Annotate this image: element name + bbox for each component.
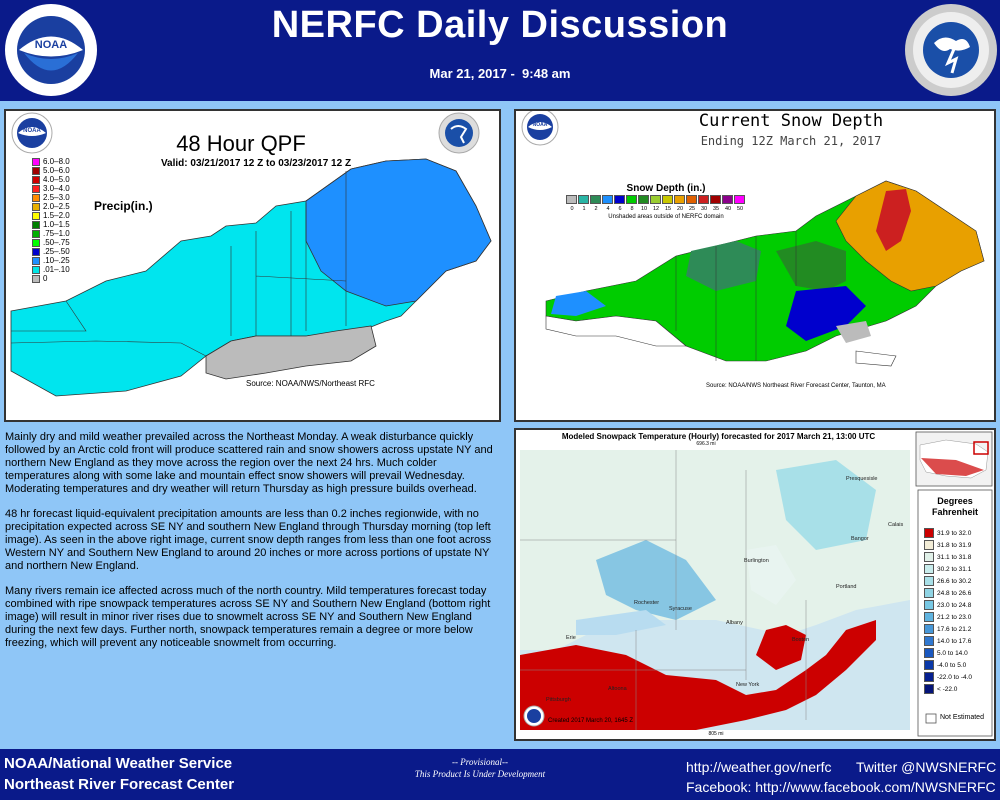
snowpack-legend-item xyxy=(924,588,971,598)
page-title: NERFC Daily Discussion xyxy=(271,4,729,46)
snowpack-city-label: Erie xyxy=(566,635,576,641)
footer-org-line2: Northeast River Forecast Center xyxy=(4,776,235,793)
snow-legend-swatch xyxy=(626,195,637,204)
snowpack-legend-swatch xyxy=(924,564,934,574)
snow-legend-label: 15 xyxy=(664,206,672,212)
qpf-legend-item xyxy=(32,247,70,256)
qpf-legend-item xyxy=(32,184,70,193)
snowpack-legend-swatch xyxy=(924,600,934,610)
snow-legend-swatch xyxy=(662,195,673,204)
qpf-legend-label: 1.5–2.0 xyxy=(43,211,70,220)
snowpack-city-label: Syracuse xyxy=(669,606,692,612)
snowpack-legend-item xyxy=(924,528,971,538)
snow-legend-swatch xyxy=(698,195,709,204)
snow-depth-source: Source: NOAA/NWS Northeast River Forecast Center, Taunton, MA xyxy=(706,383,886,389)
snowpack-legend-label: 17.6 to 21.2 xyxy=(937,625,972,633)
snow-legend-label: 25 xyxy=(688,206,696,212)
qpf-legend-label: 5.0–6.0 xyxy=(43,166,70,175)
qpf-legend-label: 0 xyxy=(43,274,48,283)
footer-under-development: This Product Is Under Development xyxy=(414,769,546,779)
qpf-legend-swatch xyxy=(32,158,40,166)
snowpack-legend-label: 23.0 to 24.8 xyxy=(937,601,972,609)
snow-legend-swatch xyxy=(578,195,589,204)
snowpack-bottom-scale: 805 mi xyxy=(708,731,724,737)
snowpack-city-label: Altoona xyxy=(608,686,627,692)
snowpack-city-label: Boston xyxy=(792,637,810,643)
snowpack-legend-item xyxy=(924,564,971,574)
snowpack-legend-label: 24.8 to 26.6 xyxy=(937,589,972,597)
snowpack-legend-label: -22.0 to -4.0 xyxy=(937,673,973,681)
snowpack-legend-label: -4.0 to 5.0 xyxy=(937,661,967,669)
snowpack-legend-label: 21.2 to 23.0 xyxy=(937,613,972,621)
snow-depth-subtitle: Ending 12Z March 21, 2017 xyxy=(700,134,882,148)
discussion-paragraph-3: Many rivers remain ice affected across much of the north country. Mild temperatures forecast today combined with ripe snowpack temperatures across SE NY and Southern New England (bottom right image) will result in minor river rises due to snowmelt across SE NY and Southern New England during the next few days. Further north, snowpack temperatures remain a degree or more below freezing, which will prevent any noticeable snowmelt from occurring. xyxy=(5,585,491,649)
qpf-legend-label: .50–.75 xyxy=(43,238,70,247)
snowpack-legend-item xyxy=(924,672,972,682)
snow-legend-label: 4 xyxy=(606,206,610,212)
qpf-legend-label: 6.0–8.0 xyxy=(43,157,70,166)
footer-facebook-link[interactable]: Facebook: http://www.facebook.com/NWSNERFC xyxy=(686,779,996,795)
snowpack-legend-item xyxy=(924,552,971,562)
svg-text:NOAA: NOAA xyxy=(23,128,41,134)
snow-legend-label: 8 xyxy=(630,206,634,212)
qpf-legend-swatch xyxy=(32,275,40,283)
nws-logo-icon xyxy=(904,3,998,97)
snowpack-city-label: Burlington xyxy=(744,558,769,564)
qpf-legend-swatch xyxy=(32,221,40,229)
snow-legend-label: 50 xyxy=(736,206,744,212)
qpf-legend-label: 2.0–2.5 xyxy=(43,202,70,211)
snow-legend-swatch xyxy=(650,195,661,204)
qpf-legend-item xyxy=(32,211,70,220)
snow-legend-swatch xyxy=(638,195,649,204)
snow-legend-swatch xyxy=(566,195,577,204)
snow-depth-panel xyxy=(514,109,996,422)
qpf-legend-label: 4.0–5.0 xyxy=(43,175,70,184)
qpf-legend-item xyxy=(32,175,70,184)
snow-depth-unshaded-note: Unshaded areas outside of NERFC domain xyxy=(608,214,724,220)
page-date: Mar 21, 2017 - 9:48 am xyxy=(429,66,571,81)
snowpack-legend-swatch xyxy=(924,528,934,538)
snowpack-title: Modeled Snowpack Temperature (Hourly) forecasted for 2017 March 21, 13:00 UTC xyxy=(561,432,876,441)
qpf-legend-item xyxy=(32,229,70,238)
qpf-legend-swatch xyxy=(32,266,40,274)
snow-legend-swatch xyxy=(722,195,733,204)
snow-legend-label: 40 xyxy=(724,206,732,212)
snowpack-legend-item xyxy=(924,636,971,646)
qpf-legend-swatch xyxy=(32,257,40,265)
snow-legend-label: 30 xyxy=(700,206,708,212)
snowpack-legend-swatch xyxy=(924,636,934,646)
snow-depth-map-image xyxy=(516,111,994,420)
snow-legend-label: 2 xyxy=(594,206,598,212)
snowpack-city-label: Bangor xyxy=(851,536,869,542)
snow-legend-swatch xyxy=(614,195,625,204)
snow-legend-swatch xyxy=(674,195,685,204)
snowpack-city-label: New York xyxy=(736,682,760,688)
snowpack-legend-item xyxy=(924,624,971,634)
snow-legend-label: 35 xyxy=(712,206,720,212)
snowpack-legend-swatch xyxy=(924,612,934,622)
snowpack-legend-swatch xyxy=(924,552,934,562)
footer-twitter-link[interactable]: Twitter @NWSNERFC xyxy=(856,759,997,775)
qpf-legend-label: .25–.50 xyxy=(43,247,70,256)
snowpack-city-label: Presquesisle xyxy=(846,476,878,482)
snowpack-legend-label: 30.2 to 31.1 xyxy=(937,565,972,573)
qpf-valid: Valid: 03/21/2017 12 Z to 03/23/2017 12 Z xyxy=(160,158,352,169)
qpf-legend-label: 1.0–1.5 xyxy=(43,220,70,229)
snow-legend-label: 10 xyxy=(640,206,648,212)
discussion-paragraph-1: Mainly dry and mild weather prevailed across the Northeast Monday. A weak disturbance quickly followed by an Arctic cold front will produce scattered rain and snow showers across upstate NY and northern New England as they move across the region over the next 24 hrs. Much colder temperatures along with some lake and mountain effect snow showers will prevail Wednesday. Moderating temperatures and dry weather will return Thursday as high pressure builds overhead. xyxy=(5,431,493,495)
qpf-legend-item xyxy=(32,274,47,283)
qpf-legend-swatch xyxy=(32,194,40,202)
snow-legend-swatch xyxy=(602,195,613,204)
qpf-legend-swatch xyxy=(32,230,40,238)
qpf-legend-item xyxy=(32,238,70,247)
qpf-legend-item xyxy=(32,157,70,166)
discussion-paragraph-2: 48 hr forecast liquid-equivalent precipitation amounts are less than 0.2 inches regionwide, with no precipitation expected across SE NY and southern New England through Thursday morning (top left image). As seen in the above right image, current snow depth ranges from less than one foot across Western NY and Southern New England to around 20 inches or more across portions of upstate NY and northern New England. xyxy=(5,508,492,572)
snowpack-city-labels xyxy=(516,430,916,730)
qpf-map-panel xyxy=(4,109,501,422)
qpf-legend-swatch xyxy=(32,176,40,184)
footer-org-line1: NOAA/National Weather Service xyxy=(4,755,233,772)
snow-legend-swatch xyxy=(710,195,721,204)
header-banner xyxy=(0,0,1000,101)
snowpack-legend-swatch xyxy=(924,576,934,586)
snowpack-legend-label: 31.1 to 31.8 xyxy=(937,553,972,561)
snowpack-legend-label: 26.6 to 30.2 xyxy=(937,577,972,585)
snowpack-top-scale: 696.3 mi xyxy=(696,441,716,447)
snowpack-legend-item xyxy=(924,684,957,694)
snowpack-legend-swatch xyxy=(924,540,934,550)
qpf-legend-item xyxy=(32,265,70,274)
qpf-legend-swatch xyxy=(32,212,40,220)
snowpack-city-label: Rochester xyxy=(634,600,660,606)
snowpack-created: Created 2017 March 20, 1645 Z xyxy=(548,718,634,724)
qpf-legend-item xyxy=(32,202,70,211)
svg-text:NOAA: NOAA xyxy=(34,39,68,51)
snowpack-temp-panel xyxy=(514,428,996,741)
qpf-legend-item xyxy=(32,220,70,229)
snowpack-legend-title: Degrees Fahrenheit xyxy=(931,496,978,517)
snow-legend-label: 1 xyxy=(582,206,586,212)
snowpack-legend-label: 5.0 to 14.0 xyxy=(937,649,968,657)
qpf-title: 48 Hour QPF xyxy=(176,131,306,156)
snowpack-legend-swatch xyxy=(924,588,934,598)
snowpack-legend-item xyxy=(924,648,968,658)
snowpack-not-estimated: Not Estimated xyxy=(940,714,984,721)
qpf-legend-label: .01–.10 xyxy=(43,265,70,274)
snow-depth-title: Current Snow Depth xyxy=(698,111,884,131)
snowpack-legend-label: 31.9 to 32.0 xyxy=(937,529,972,537)
qpf-legend-label: .75–1.0 xyxy=(43,229,70,238)
snowpack-legend-item xyxy=(924,600,971,610)
snow-legend-label: 20 xyxy=(676,206,684,212)
qpf-legend-swatch xyxy=(32,239,40,247)
snow-legend-label: 6 xyxy=(618,206,622,212)
qpf-legend-label: .10–.25 xyxy=(43,256,70,265)
qpf-legend-item xyxy=(32,193,70,202)
snow-legend-label: 0 xyxy=(570,206,574,212)
footer-website-link[interactable]: http://weather.gov/nerfc xyxy=(686,759,832,775)
snowpack-city-label: Portland xyxy=(836,584,857,590)
qpf-legend-swatch xyxy=(32,167,40,175)
snowpack-legend-label: 14.0 to 17.6 xyxy=(937,637,972,645)
discussion-text xyxy=(5,431,502,662)
snowpack-legend xyxy=(924,528,990,700)
snow-depth-legend-title: Snow Depth (in.) xyxy=(626,183,706,194)
qpf-legend-swatch xyxy=(32,248,40,256)
snowpack-legend-swatch xyxy=(924,624,934,634)
snowpack-legend-swatch xyxy=(924,660,934,670)
qpf-legend-label: 2.5–3.0 xyxy=(43,193,70,202)
qpf-legend-item xyxy=(32,166,70,175)
svg-text:NOAA: NOAA xyxy=(532,122,548,128)
snow-legend-label: 12 xyxy=(652,206,660,212)
qpf-legend-item xyxy=(32,256,70,265)
footer-provisional: -- Provisional-- xyxy=(452,757,508,767)
snow-legend-swatch xyxy=(686,195,697,204)
snowpack-legend-swatch xyxy=(924,684,934,694)
qpf-legend-label: 3.0–4.0 xyxy=(43,184,70,193)
snowpack-legend-item xyxy=(924,612,971,622)
snowpack-legend-item xyxy=(924,540,971,550)
snowpack-legend-label: < -22.0 xyxy=(937,685,958,693)
snowpack-city-label: Pittsburgh xyxy=(546,697,571,703)
snowpack-legend-swatch xyxy=(924,648,934,658)
snowpack-city-label: Albany xyxy=(726,620,743,626)
snowpack-legend-swatch xyxy=(924,672,934,682)
snowpack-legend-item xyxy=(924,576,971,586)
snow-legend-swatch xyxy=(590,195,601,204)
qpf-source: Source: NOAA/NWS/Northeast RFC xyxy=(246,379,375,388)
footer-banner xyxy=(0,749,1000,800)
snowpack-legend-item xyxy=(924,660,966,670)
qpf-legend-swatch xyxy=(32,203,40,211)
qpf-legend xyxy=(32,157,92,287)
qpf-precip-label: Precip(in.) xyxy=(94,199,153,213)
snowpack-legend-label: 31.8 to 31.9 xyxy=(937,541,972,549)
snowpack-city-label: Calais xyxy=(888,522,904,528)
qpf-legend-swatch xyxy=(32,185,40,193)
snow-legend-swatch xyxy=(734,195,745,204)
